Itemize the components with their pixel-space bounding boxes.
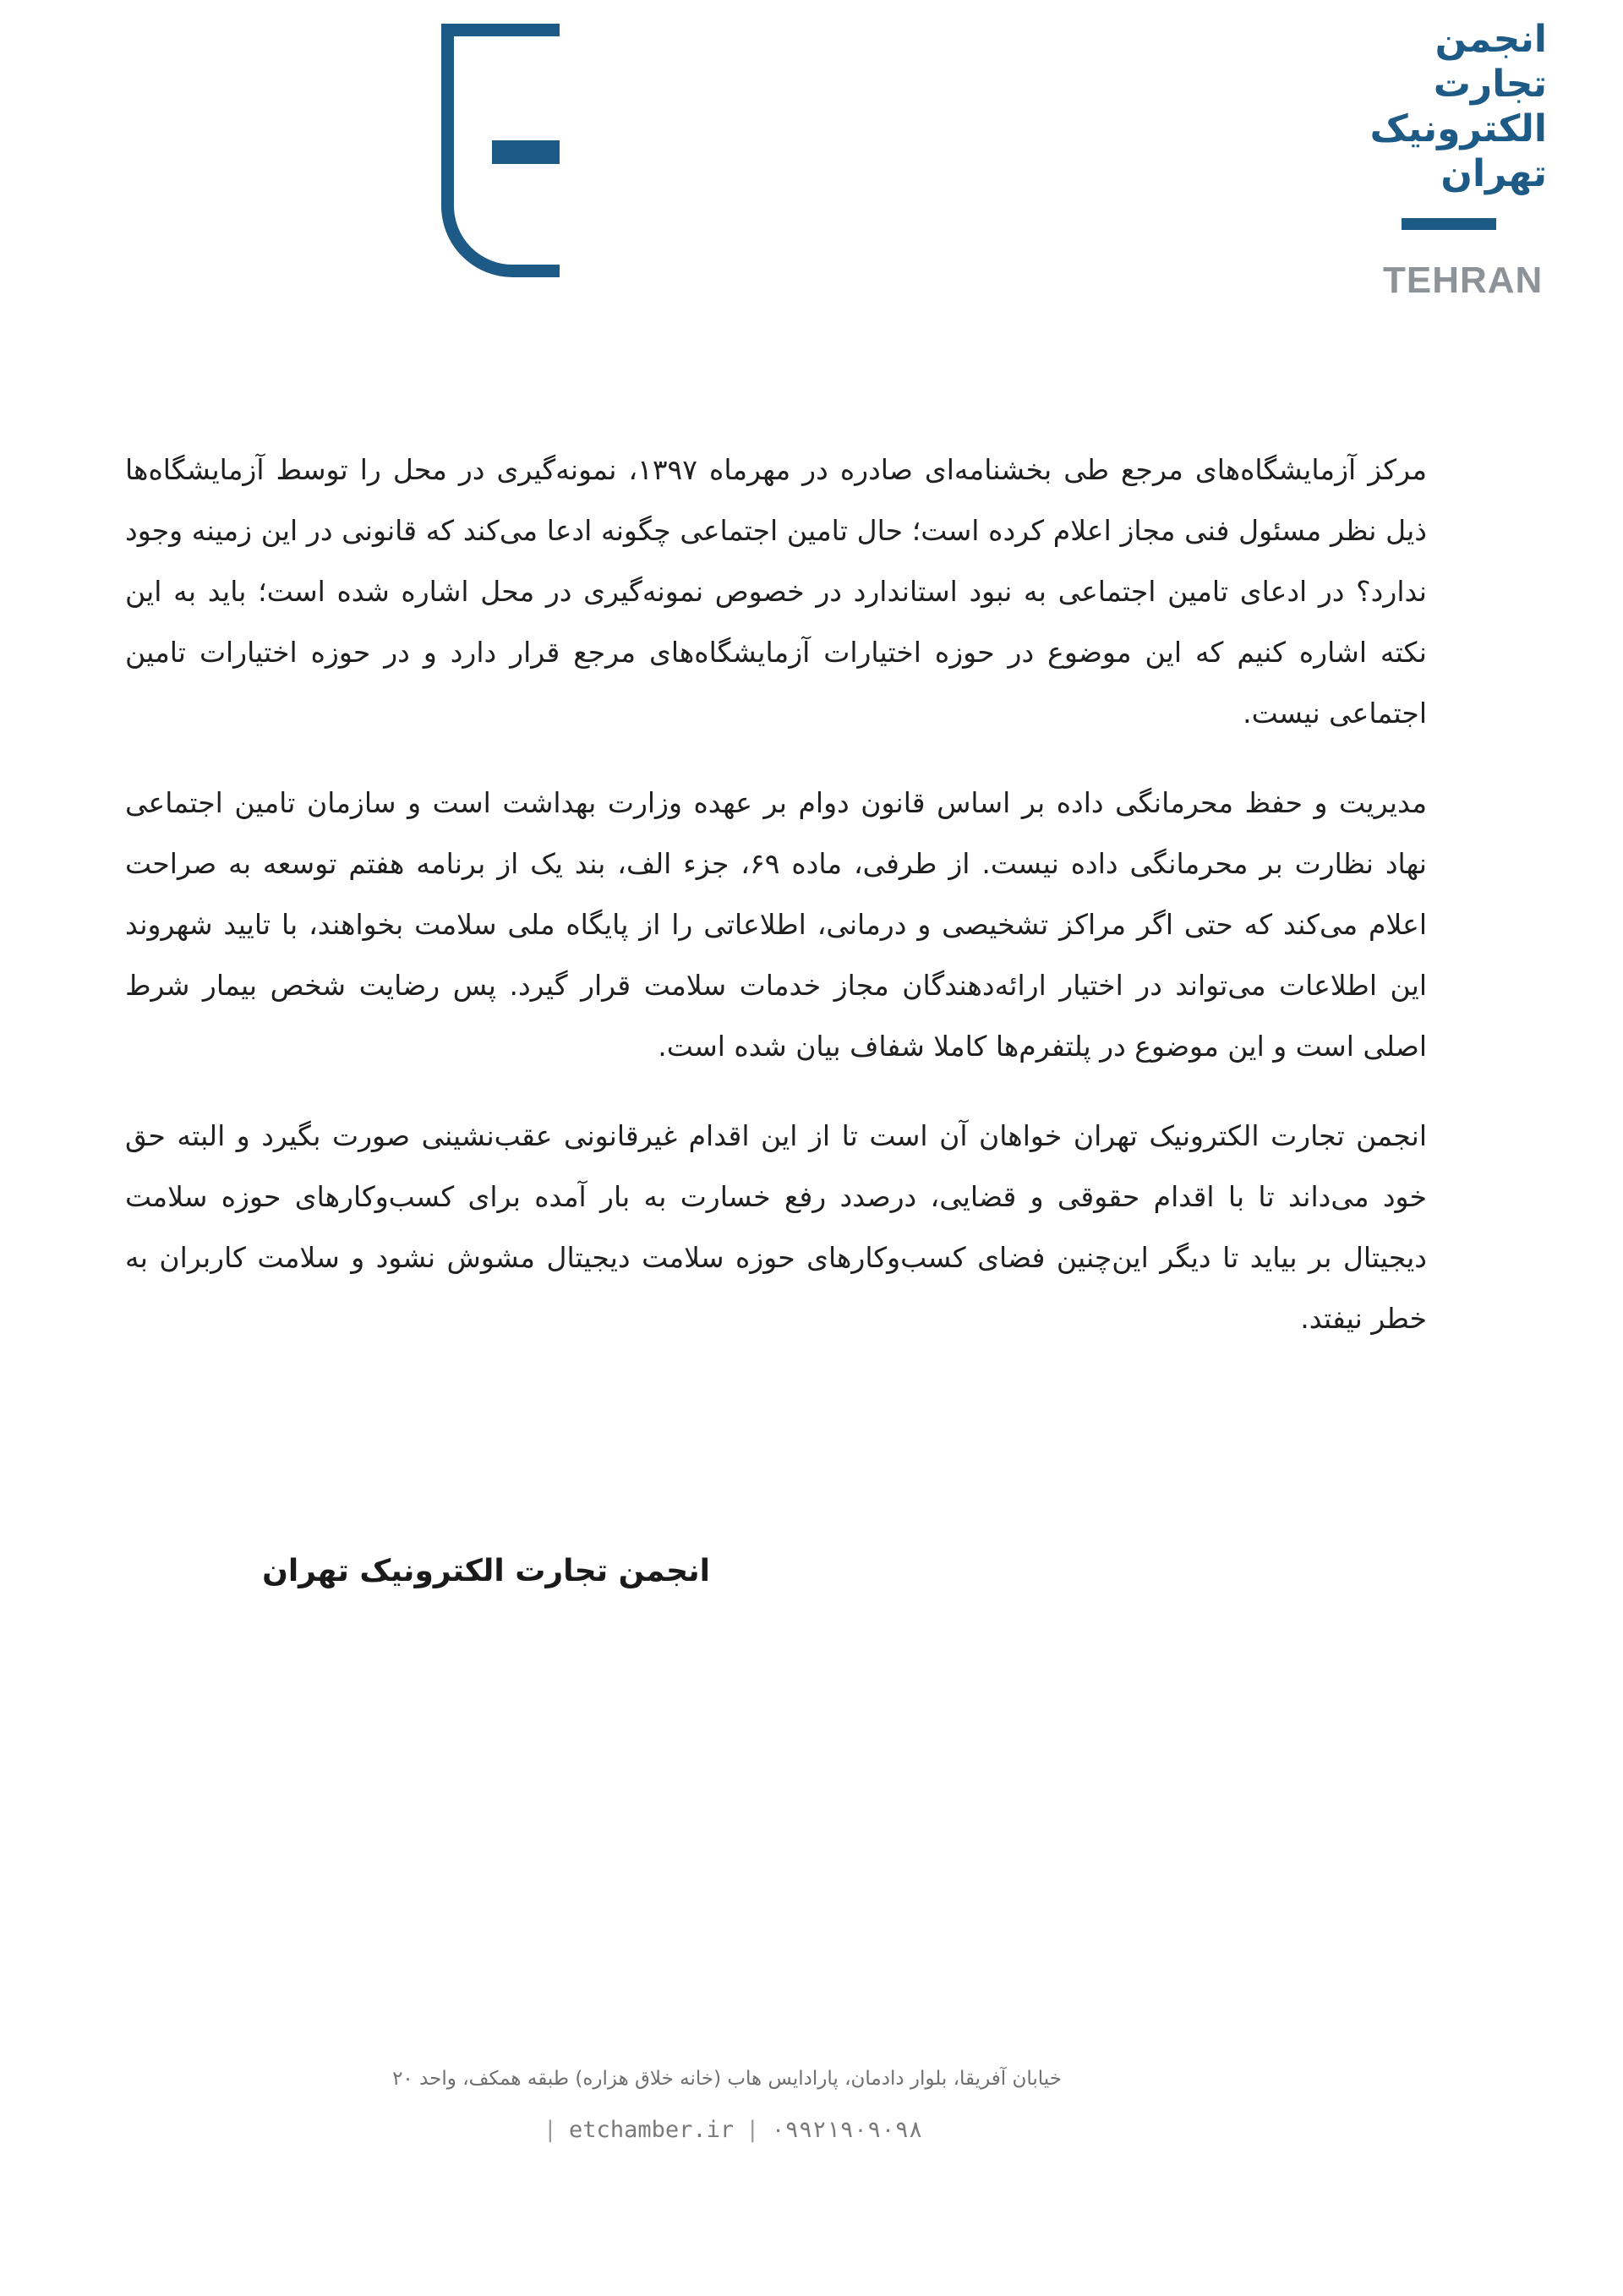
logo-line: انجمن: [1434, 18, 1547, 61]
logo-line: الکترونیک: [1369, 107, 1547, 150]
org-logo: [1361, 17, 1564, 301]
logo-bar: [1402, 218, 1496, 230]
body-paragraph: مدیریت و حفظ محرمانگی داده بر اساس قانون دوام بر عهده وزارت بهداشت است و سازمان تامین اجتماعی نهاد نظارت بر محرمانگی داده نیست. از طرفی، ماده ۶۹، جزء الف، بند یک از برنامه هفتم توسعه به صراحت اعلام می‌کند که حتی اگر مراکز تشخیصی و درمانی، اطلاعاتی را از پایگاه ملی سلامت بخواهند، با تایید شهروند این اطلاعات می‌تواند در اختیار ارائه‌دهندگان مجاز خدمات سلامت قرار گیرد. پس رضایت شخص بیمار شرط اصلی است و این موضوع در پلتفرم‌ها کاملا شفاف بیان شده است.: [125, 786, 1427, 1063]
signature: انجمن تجارت الکترونیک تهران: [262, 1554, 710, 1588]
footer-phone: ۰۹۹۲۱۹۰۹۰۹۸: [771, 2117, 923, 2143]
logo-line: تهران: [1440, 152, 1547, 195]
logo-wordmark: [1361, 17, 1547, 196]
footer-separator: |: [746, 2117, 760, 2143]
footer-address: خیابان آفریقا، بلوار دادمان، پارادایس هاب (خانه خلاق هزاره) طبقه همکف، واحد ۲۰: [392, 2068, 1062, 2090]
footer-contact: [304, 2117, 1150, 2143]
letter-e-icon: [441, 24, 560, 277]
body-paragraph: انجمن تجارت الکترونیک تهران خواهان آن است تا از این اقدام غیرقانونی عقب‌نشینی صورت بگیرد و البته حق خود می‌داند تا با اقدام حقوقی و قضایی، درصدد رفع خسارت به بار آمده برای کسب‌وکارهای حوزه سلامت دیجیتال بر بیاید تا دیگر این‌چنین فضای کسب‌وکارهای حوزه سلامت دیجیتال مشوش نشود و سلامت کاربران به خطر نیفتد.: [125, 1119, 1427, 1335]
logo-latin-text: TEHRAN: [1383, 260, 1544, 301]
footer-website[interactable]: etchamber.ir: [569, 2117, 735, 2143]
letter-body: [125, 440, 1427, 1378]
body-paragraph: مرکز آزمایشگاه‌های مرجع طی بخشنامه‌ای صادره در مهرماه ۱۳۹۷، نمونه‌گیری در محل را توسط آزمایشگاه‌ها ذیل نظر مسئول فنی مجاز اعلام کرده است؛ حال تامین اجتماعی چگونه ادعا می‌کند که قانونی در این زمینه وجود ندارد؟ در ادعای تامین اجتماعی به نبود استاندارد در خصوص نمونه‌گیری در محل اشاره شده است؛ باید به این نکته اشاره کنیم که این موضوع در حوزه اختیارات آزمایشگاه‌های مرجع قرار دارد و در حوزه اختیارات تامین اجتماعی نیست.: [125, 453, 1428, 730]
footer-separator: |: [543, 2117, 558, 2143]
logo-line: تجارت: [1433, 63, 1547, 106]
